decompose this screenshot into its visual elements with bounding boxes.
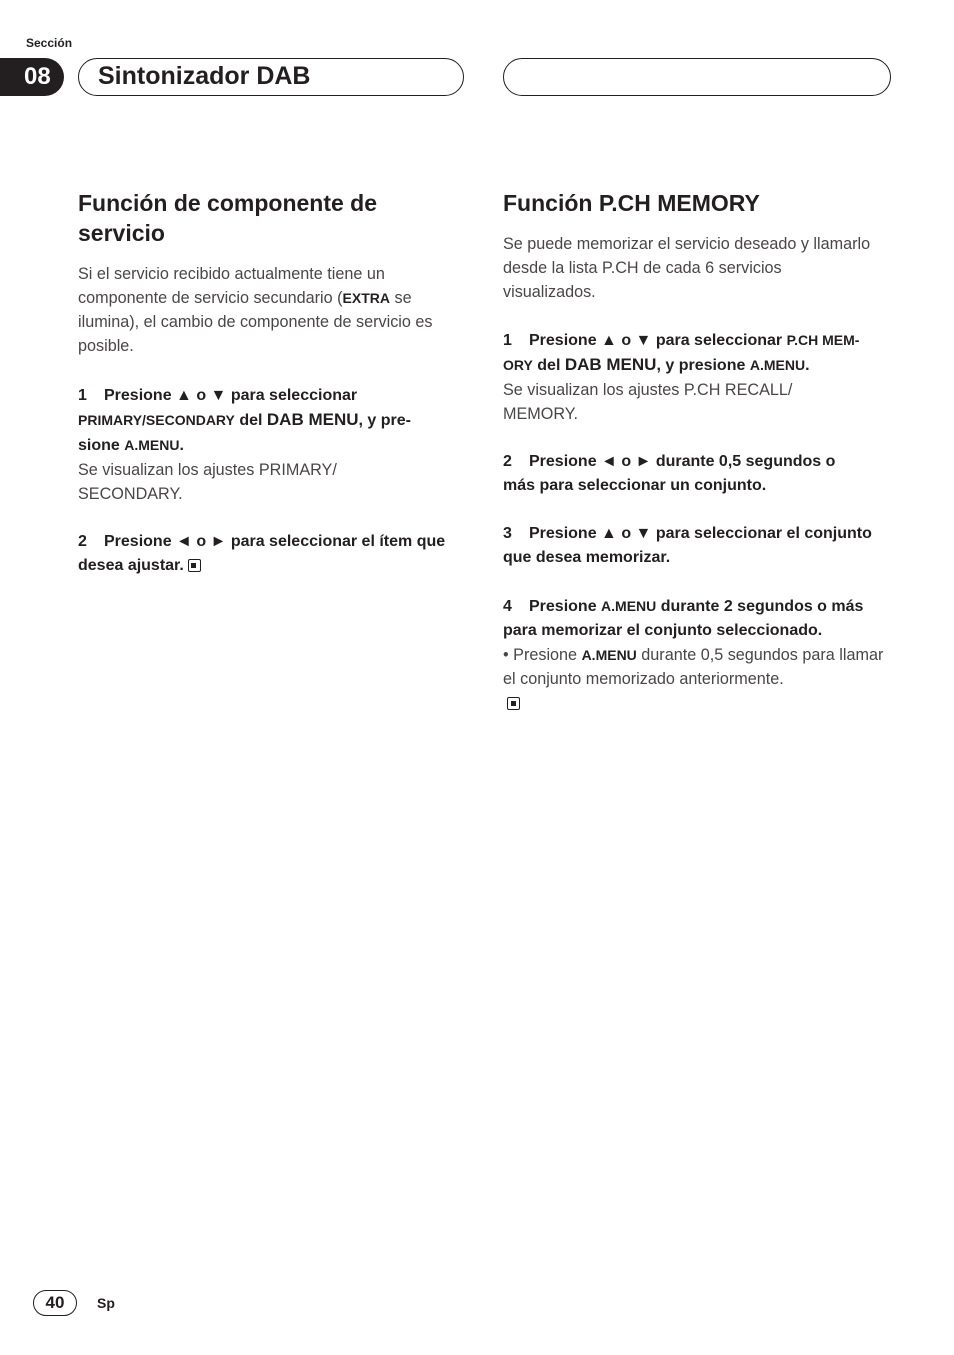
intro-paragraph: Se puede memorizar el servicio deseado y llamarlo desde la lista P.CH de cada 6 servicios visualizados. — [503, 235, 871, 301]
heading-line-2: servicio — [78, 220, 165, 246]
extra-indicator: EXTRA — [342, 290, 390, 306]
intro-text-b: se ilumina), el cambio de componente de servicio es posible. — [78, 289, 433, 355]
step-1 — [78, 384, 458, 458]
step-key: A.MENU — [601, 598, 657, 614]
section-heading-service-component — [78, 188, 458, 248]
step-key: PRIMARY/SECONDARY — [78, 412, 235, 428]
right-column — [503, 188, 883, 715]
step-3 — [503, 522, 873, 570]
step-text: del — [532, 357, 565, 374]
step-number: 2 — [78, 533, 87, 550]
language-code: Sp — [97, 1295, 115, 1311]
step-key: DAB MENU — [564, 355, 657, 374]
step-key: ORY — [503, 357, 533, 373]
section-number-tab: 08 — [0, 58, 64, 96]
step-text: , y presione — [656, 357, 750, 374]
heading-line-1: Función de componente de — [78, 190, 378, 216]
step-text: , y pre- — [358, 412, 411, 429]
step-text: durante 2 segundos o más para memorizar el conjunto seleccionado. — [503, 598, 864, 639]
step-number: 1 — [78, 387, 87, 404]
step-text: . — [805, 357, 810, 374]
step-2 — [78, 530, 458, 578]
step-key: DAB MENU — [266, 410, 359, 429]
step-1-result: Se visualizan los ajustes PRIMARY/ SECONDARY. — [78, 461, 337, 503]
step-key: A.MENU — [124, 437, 180, 453]
empty-title-frame — [503, 58, 891, 96]
step-2 — [503, 450, 863, 498]
step-text: Presione ▲ o ▼ para seleccionar — [529, 332, 787, 349]
step-text: sione — [78, 437, 125, 454]
step-key: A.MENU — [749, 357, 806, 373]
end-of-section-icon — [507, 697, 520, 710]
step-text: del — [234, 412, 267, 429]
left-column — [78, 188, 458, 578]
page-title: Sintonizador DAB — [98, 62, 311, 90]
step-text: Presione ▲ o ▼ para seleccionar el conjunto que desea memorizar. — [503, 525, 872, 566]
note-text-a: • Presione — [503, 646, 582, 664]
section-heading-pch-memory: Función P.CH MEMORY — [503, 190, 760, 216]
step-1 — [503, 328, 883, 378]
intro-paragraph — [78, 262, 458, 358]
step-1-result: Se visualizan los ajustes P.CH RECALL/ MEMORY. — [503, 381, 793, 423]
step-text: Presione — [529, 598, 602, 615]
note-text-b: durante 0,5 segundos para llamar el conjunto memorizado anteriormente. — [503, 646, 884, 688]
step-number: 2 — [503, 453, 512, 470]
step-number: 1 — [503, 332, 512, 349]
page-number: 40 — [33, 1290, 77, 1316]
step-key: P.CH MEM- — [786, 332, 860, 348]
step-text: Presione ◄ o ► para seleccionar el ítem que desea ajustar. — [78, 533, 446, 574]
section-label: Sección — [26, 36, 73, 50]
step-4 — [503, 594, 868, 643]
step-number: 4 — [503, 598, 512, 615]
step-number: 3 — [503, 525, 512, 542]
step-text: Presione ▲ o ▼ para seleccionar — [104, 387, 358, 404]
intro-text-a: Si el servicio recibido actualmente tiene un componente de servicio secundario ( — [78, 265, 385, 307]
step-text: Presione ◄ o ► durante 0,5 segundos o más para seleccionar un conjunto. — [503, 453, 836, 494]
step-4-note — [503, 643, 888, 715]
note-key: A.MENU — [581, 647, 637, 663]
step-text: . — [179, 437, 184, 454]
end-of-section-icon — [188, 559, 201, 572]
